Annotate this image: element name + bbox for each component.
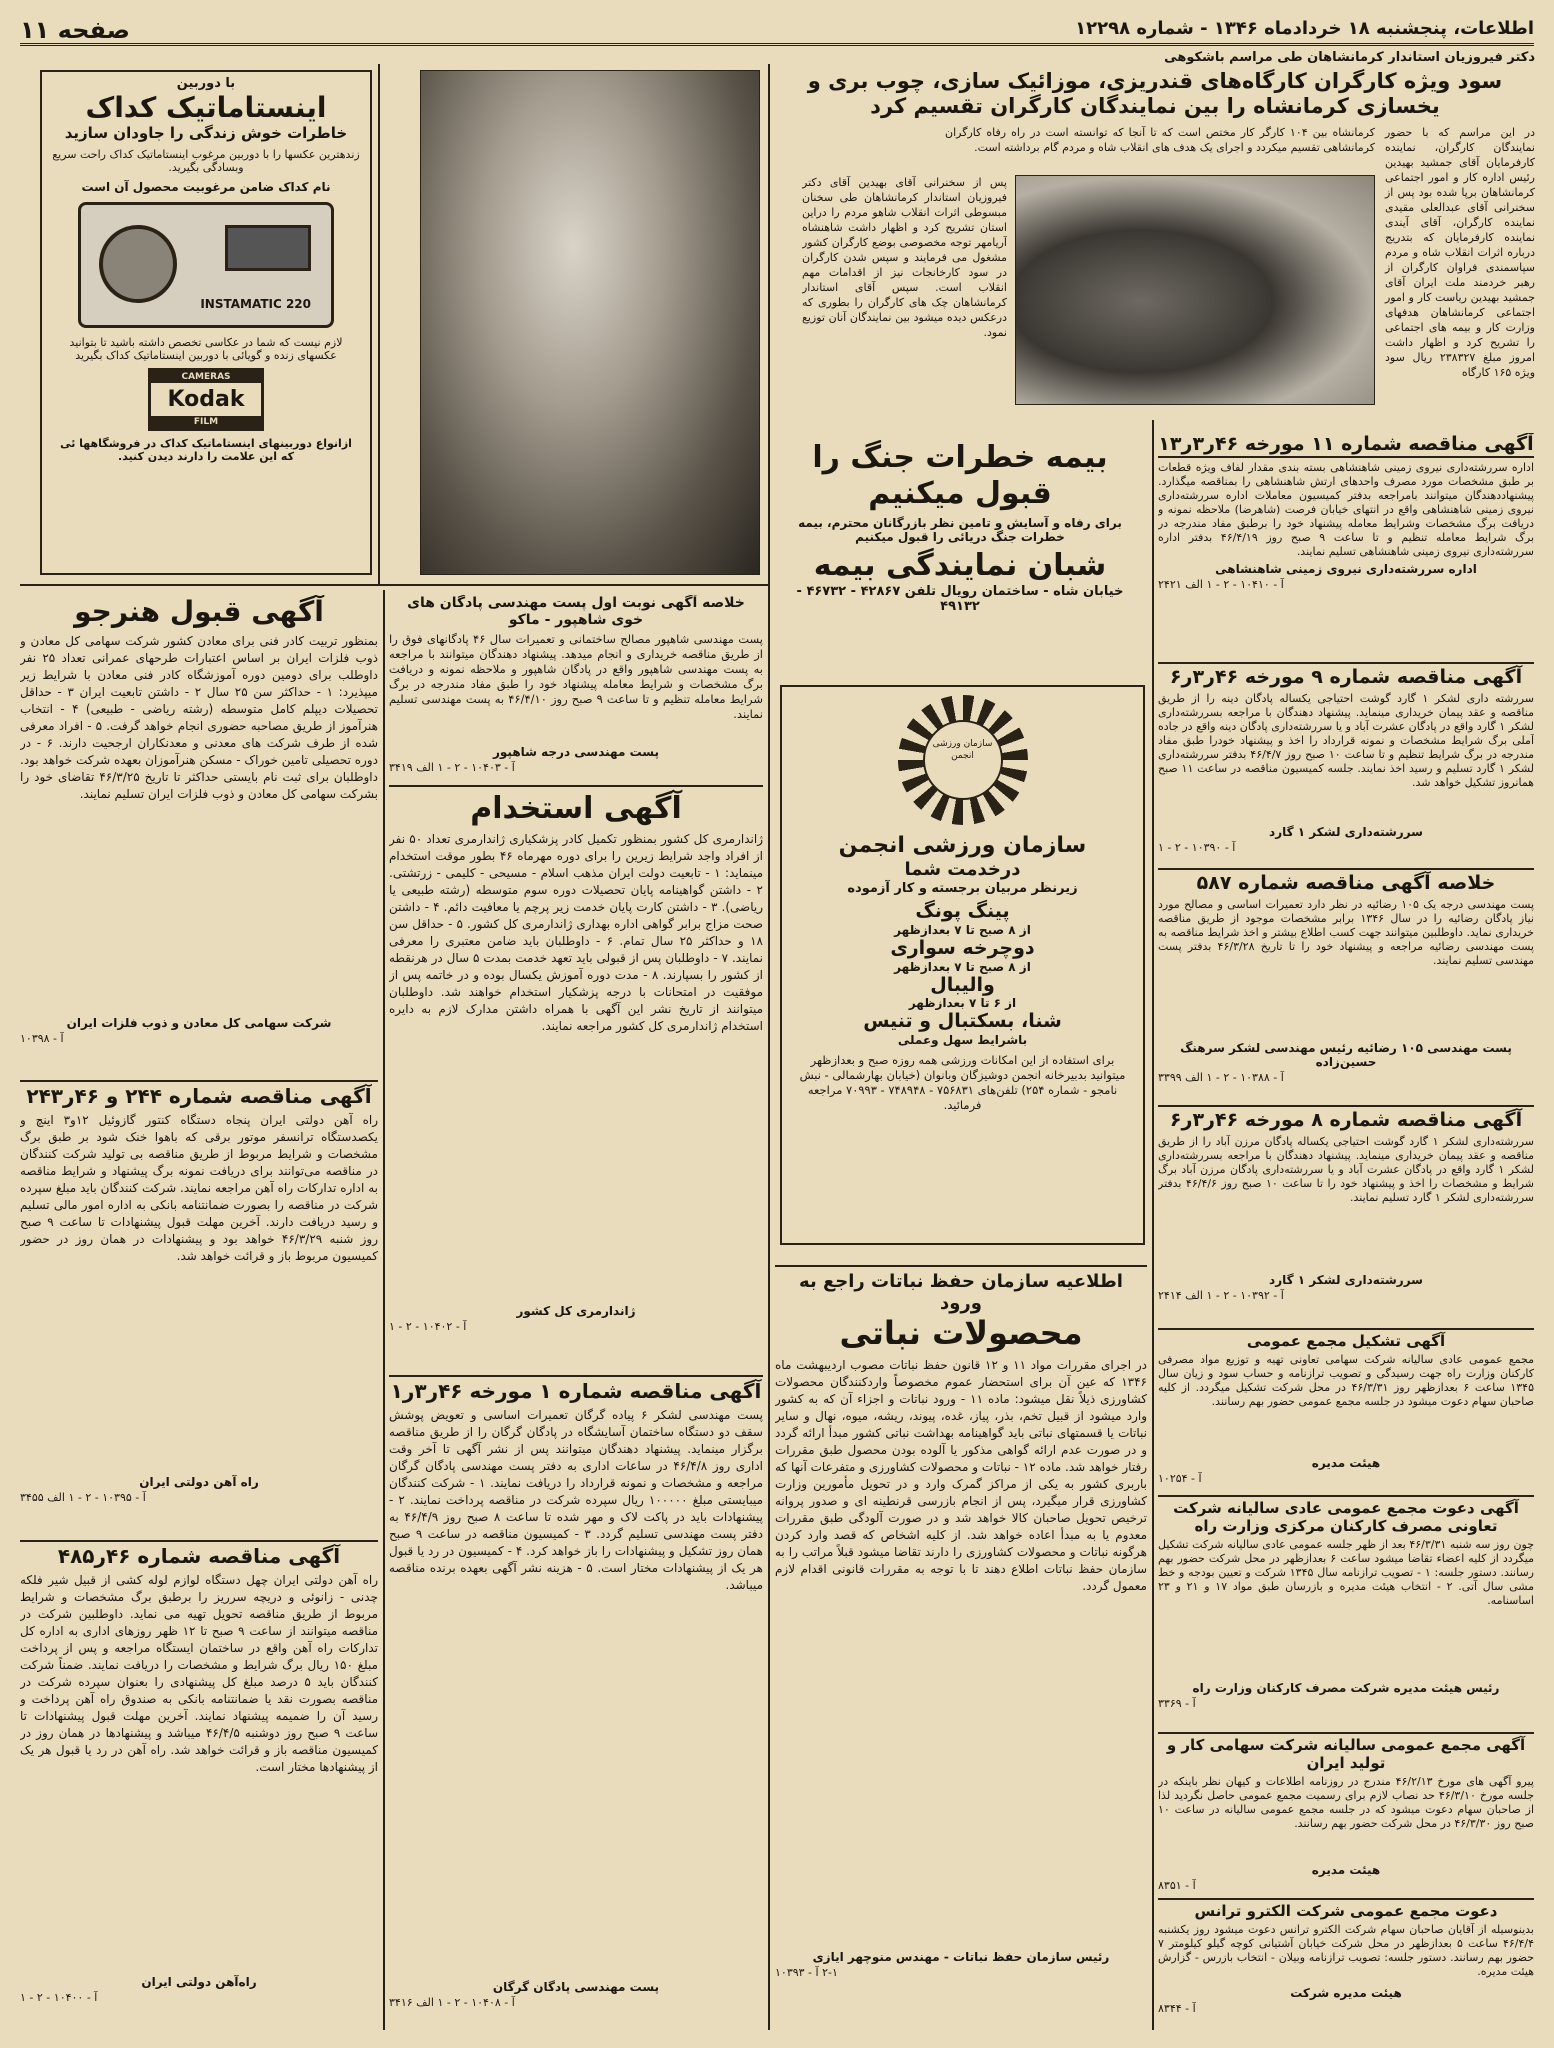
hunarju-code: آ - ۱۰۳۹۸ — [20, 1031, 64, 1045]
ad-tender-587 — [1158, 868, 1534, 1098]
employment-title: آگهی استخدام — [470, 791, 682, 826]
insurance-company: شبان نمایندگی بیمه — [813, 548, 1107, 583]
kodak-text4: ازانواع دوربینهای اینستاماتیک کداک در فروشگاهها ئی که این علامت را دارند دیدن کنید. — [60, 437, 352, 463]
sports-h2: از ۸ صبح تا ۷ بعدازظهر — [894, 959, 1031, 974]
army8-text: سررشته‌داری لشکر ۱ گارد گوشت احتیاجی یکساله پادگان مرزن آباد را از طریق مناقصه و عقد پیمان خریداری مینماید. پیشنهاد دهندگان با مراجعه بسررشته‌داری لشکر ۱ گارد واقع در پادگان عشرت آباد و یا سررشته‌داری پادگان مرزن آباد برگ شرایط و مشخصات را اخذ و پیشنهاد خود را تا ساعت ۱۰ صبح روز ۴۶/۴/۶ بدفتر سررشته‌داری لشکر ۱ گارد تسلیم نمایند. — [1158, 1134, 1534, 1204]
page-header — [20, 14, 1534, 46]
railway244-text: راه آهن دولتی ایران پنجاه دستگاه کنتور گازوئیل ۱۲و۳ اینچ و یکصدستگاه ترانسفر موتور برقی که باهوا خنک شود بر طبق برگ مشخصات و شرایط مربوط از طریق مناقصه بی تولید شرکت کنندگان در مناقصه می‌توانند برای دریافت نمونه برگ پیشنهاد و شرایط مناقصه به اداره تدارکات راه آهن مراجعه نمایند. شرکت کنندگان باید مبلغ سپرده شرکت در مناقصه را بصورت ضمانتنامه بانکی به اداره امور مالی تسلیم و رسید دریافت دارند. آخرین مهلت قبول پیشنهادات تا ساعت ۹ صبح روز شنبه ۴۶/۳/۲۹ خواهد بود و پیشنهادات در همان روز در حضور کمیسیون مربوط باز و قرائت خواهد شد. — [20, 1113, 378, 1263]
army11-signature: اداره سررشته‌داری نیروی زمینی شاهنشاهی — [1215, 561, 1477, 576]
kermanshah-headline: سود ویژه کارگران کارگاه‌های قندریزی، موزائیک سازی، چوب بری و یخسازی کرمانشاه را بین نمایندگان کارگران تقسیم کرد — [807, 69, 1503, 119]
coop-signature: رئیس هیئت مدیره شرکت مصرف کارکنان وزارت راه — [1192, 1681, 1500, 1695]
electro-code: آ - ۸۳۴۴ — [1158, 2002, 1196, 2015]
sports-h1: از ۸ صبح تا ۷ بعدازظهر — [894, 922, 1031, 937]
coop-title: آگهی دعوت مجمع عمومی عادی سالیانه شرکت تعاونی مصرف کارکنان مرکزی وزارت راه — [1173, 1499, 1519, 1535]
ad-sports — [780, 685, 1145, 1245]
kodak-subtitle: خاطرات خوش زندگی را جاودان سازید — [64, 124, 348, 142]
kar-code: آ - ۸۳۵۱ — [1158, 1879, 1196, 1892]
plant-text: در اجرای مقررات مواد ۱۱ و ۱۲ قانون حفظ نباتات مصوب اردیبهشت ماه ۱۳۴۶ که عین آن برای استحضار عموم مخصوصاً واردکنندگان محصولات کشاورزی ذیلاً نقل میشود: ماده ۱۱ - ورود نباتات و اجزاء آن که به کشور وارد میشود از قبیل تخم، بذر، پیاز، غده، پیوند، ریشه، میوه، نهال و سایر نباتات یا قسمتهای نباتی باید گواهینامه بهداشت نباتی کشور مبدأ ارائه گردد و در صورت عدم ارائه گواهی مذکور یا آلوده بودن محصول طبق مقررات رفتار خواهد شد. ماده ۱۲ - نباتات و محصولات کشاورزی و متفرعات آنها که باربری کشور به یکی از مراکز گمرک وارد و در تحویل مأمورین وزارت کشاورزی قرار میگیرد، پس از انجام بازرسی قرنطینه ای و صدور پروانه ترخیص تحویل صاحبان کالا خواهد شد و در صورت آلودگی طبق مقررات معدوم یا به مبدأ اعاده خواهد شد. از کلیه اشخاص که قصد وارد کردن هرگونه نباتات و محصولات کشاورزی را دارند تقاضا میشود قبلاً مراتب را به سازمان حفظ نباتات اطلاع دهند تا با توجه به مقررات قانونی اقدام لازم معمول گردد. — [775, 1357, 1147, 1593]
kodak-logo-brand: Kodak — [167, 387, 245, 412]
kodak-text3: لازم نیست که شما در عکاسی تخصص داشته باشید تا بتوانید عکسهای زنده و گویائی با دوربین اینستاماتیک کداک بگیرید — [69, 336, 343, 362]
ad-army-8 — [1158, 1105, 1534, 1320]
ad-shahpur — [389, 595, 763, 775]
sports-h4: باشرایط سهل وعملی — [897, 1033, 1028, 1048]
kodak-text2: نام کداک ضامن مرغوبیت محصول آن است — [81, 180, 331, 194]
page-number: صفحه ۱۱ — [20, 16, 130, 44]
camera-model: INSTAMATIC 220 — [200, 297, 311, 311]
tender587-signature: پست مهندسی ۱۰۵ رضائیه رئیس مهندسی لشکر سرهنگ حسین‌زاده — [1180, 1040, 1512, 1069]
employment-signature: ژاندارمری کل کشور — [516, 1304, 636, 1318]
railway485-signature: راه‌آهن دولتی ایران — [141, 1975, 257, 1989]
sports-h3: از ۶ تا ۷ بعدازظهر — [908, 996, 1017, 1011]
hunarju-title: آگهی قبول هنرجو — [74, 595, 324, 628]
assembly-title: آگهی تشکیل مجمع عمومی — [1246, 1332, 1446, 1350]
sports-s1: پینگ پونگ — [915, 899, 1010, 922]
electro-title: دعوت مجمع عمومی شرکت الکترو ترانس — [1194, 1902, 1498, 1920]
employment-text: ژاندارمری کل کشور بمنظور تکمیل کادر پزشکیاری ژاندارمری تعداد ۵۰ نفر از افراد واجد شرایط زیرین را برای دوره مهرماه ۴۶ بطور موقت استخدام مینماید: ۱ - تابعیت دولت ایران مذهب اسلام - مسیحی - کلیمی - زرتشتی. ۲ - داشتن گواهینامه پایان تحصیلات دوره سوم متوسطه (رشته طبیعی یا ریاضی). ۳ - داشتن کارت پایان خدمت زیر پرچم یا معافیت دائم. ۴ - داشتن صحت مزاج برابر گواهی اداره بهداری ژاندارمری کل کشور. ۵ - حداقل سن ۱۸ و حداکثر ۲۵ سال تمام. ۶ - داوطلبان باید ضامن معتبری را معرفی نمایند. ۷ - داوطلبان پس از قبولی باید تعهد خدمت بمدت ۵ سال در هرنقطه از کشور را بسپارند. ۸ - مدت دوره آموزش یکسال بوده و در خاتمه پس از موفقیت در امتحانات با درجه پزشکیار استخدام خواهند شد. داوطلبان میتوانند از تاریخ نشر این آگهی با همراه داشتن مدارک لازم به دایره استخدام ژاندارمری کل کشور مراجعه نمایند. — [389, 832, 763, 1033]
shahpur-title: خلاصه آگهی نوبت اول پست مهندسی پادگان های خوی شاهپور - ماکو — [407, 595, 745, 628]
employment-code: آ - ۱۰۴۰۲ - ۲ - ۱ — [389, 1320, 467, 1333]
plant-title2: محصولات نباتی — [839, 1314, 1083, 1353]
ad-hunarju — [20, 595, 378, 1070]
insurance-title2: قبول میکنیم — [868, 476, 1052, 511]
army1-title: آگهی مناقصه شماره ۱ مورخه ۴۶ر۳ر۱ — [390, 1379, 762, 1403]
army1-signature: پست مهندسی پادگان گرگان — [492, 1980, 660, 1994]
kar-title: آگهی مجمع عمومی سالیانه شرکت سهامی کار و تولید ایران — [1166, 1736, 1526, 1772]
railway244-title: آگهی مناقصه شماره ۲۴۴ و ۴۶ر۲۴۳ — [26, 1084, 372, 1108]
tender587-title: خلاصه آگهی مناقصه شماره ۵۸۷ — [1196, 872, 1496, 894]
sports-emblem — [898, 695, 1028, 825]
tender587-text: پست مهندسی درجه یک ۱۰۵ رضائیه در نظر دارد تعمیرات اساسی و مصالح مورد نیاز پادگان رضائیه را در سال ۱۳۴۶ برابر مشخصات موجود از طریق مناقصه خریداری نماید. داوطلبین میتوانند جهت کسب اطلاع بیشتر و اخذ شرایط مناقصه به پست مهندسی رضائیه مراجعه و پیشنهاد خود را تا تاریخ ۴۶/۳/۲۸ بدفتر پست مهندسی تسلیم نمایند. — [1158, 897, 1534, 967]
assembly-signature: هیئت مدیره — [1311, 1456, 1381, 1470]
army11-title: آگهی مناقصه شماره ۱۱ مورخه ۴۶ر۳ر۱۳ — [1158, 433, 1534, 458]
army9-signature: سررشته‌داری لشکر ۱ گارد — [1269, 824, 1423, 839]
kar-signature: هیئت مدیره — [1311, 1863, 1381, 1877]
army11-text: اداره سررشته‌داری نیروی زمینی شاهنشاهی بسته بندی مقدار لفاف ویژه قطعات بر طبق مشخصات مورد مصرف واحدهای ارتش شاهنشاهی را بمناقصه میگذارد. پیشنهاددهندگان میتوانند بامراجعه بدفتر کمیسیون معاملات اداره سررشته‌داری نیروی زمینی شاهنشاهی واقع در انتهای خیابان فرصت (شاهرضا) ملاحظه نمونه و دریافت برگ مشخصات وشرایط معامله پیشنهاد خود را برطبق مفاد مندرجه در برگ شرایط معامله تنظیم و تا ساعت ۹ صبح روز ۴۶/۴/۱۹ بدفتر اداره سررشته‌داری نیروی زمینی شاهنشاهی تسلیم نمایند. — [1158, 460, 1534, 558]
railway485-text: راه آهن دولتی ایران چهل دستگاه لوازم لوله کشی از قبیل شیر فلکه چدنی - زانوئی و دریچه سرریز را برطبق برگ مشخصات و شرایط مربوط از طریق مناقصه تحویل تهیه می نماید. داوطلبین شرکت در مناقصه میتوانند از ساعت ۹ صبح تا ۱۲ ظهر روزهای اداری به اداره کل تدارکات راه آهن واقع در ساختمان ایستگاه مراجعه و پس از پرداخت مبلغ ۱۵۰ ریال برگ شرایط و مشخصات را دریافت نمایند. ضمناً شرکت کنندگان باید ۵ درصد مبلغ کل پیشنهادی را بعنوان سپرده شرکت در مناقصه بصورت نقد یا ضمانتنامه بانکی به صندوق راه آهن پرداخت و رسید آن را ضمیمه پیشنهاد نمایند. آخرین مهلت قبول پیشنهادات تا ساعت ۹ صبح روز دوشنبه ۴۶/۴/۵ میباشد و پیشنهادها در همان روز در کمیسیون مناقصه باز و قرائت خواهد شد. راه آهن در رد یا قبول هر یک از پیشنهادها مختار است. — [20, 1573, 378, 1774]
army1-code: آ - ۱۰۴۰۸ - ۲ - ۱ الف ۳۴۱۶ — [389, 1996, 515, 2009]
coop-code: آ - ۳۳۶۹ — [1158, 1697, 1196, 1710]
army9-title: آگهی مناقصه شماره ۹ مورخه ۴۶ر۳ر۶ — [1169, 666, 1523, 688]
ad-plant — [775, 1265, 1147, 2030]
sports-s2: دوچرخه سواری — [890, 936, 1035, 959]
shahpur-text: پست مهندسی شاهپور مصالح ساختمانی و تعمیرات سال ۴۶ پادگانهای فوق را از طریق مناقصه خریداری و انجام میدهد. پیشنهاد دهندگان میتوانند با مراجعه به پست مهندسی شاهپور واقع در پادگان شاهپور و ملاحظه نمونه و دریافت برگ مشخصات و شرایط معامله پیشنهاد خود را طبق مفاد مندرجه در برگ شرایط معامله تنظیم و تا ساعت ۹ صبح روز ۴۶/۴/۱۰ به پست مهندسی تسلیم نمایند. — [389, 631, 763, 721]
ad-insurance — [775, 440, 1145, 660]
kodak-text1: زندهترین عکسها را با دوربین مرغوب اینستاماتیک کداک راحت سریع وبسادگی بگیرید. — [52, 148, 360, 174]
hunarju-text: بمنظور تربیت کادر فنی برای معادن کشور شرکت سهامی کل معادن و ذوب فلزات ایران بر اساس اعتبارات طرحهای عمرانی تعداد ۲۵ نفر داوطلب برای دومین دوره آموزشگاه کادر فنی معادن با شرایط زیر میپذیرد: ۱ - حداکثر سن ۲۵ سال ۲ - داشتن تابعیت ایران ۳ - حداقل تحصیلات دیپلم کامل متوسطه (رشته ریاضی - طبیعی) ۴ - انتخاب هنرآموز از طریق مصاحبه حضوری انجام خواهد گرفت. ۵ - افراد معرفی شده از طرف شرکت های معدنی و معدنکاران ارجحیت دارند. ۶ - در دوره تحصیلی تامین خوراک - مسکن هنرآموزان بعهده شرکت خواهد بود. داوطلبان برای ثبت نام بایستی حداکثر تا تاریخ ۴۶/۳/۲۵ تقاضای خود را بشرکت سهامی کل معادن و ذوب فلزات ایران تسلیم نمایند. — [20, 633, 378, 801]
plant-signature: رئیس سازمان حفظ نباتات - مهندس منوچهر ایازی — [812, 1949, 1110, 1964]
ad-army-11 — [1158, 433, 1534, 658]
plant-title1: اطلاعیه سازمان حفظ نباتات راجع به ورود — [775, 1265, 1147, 1314]
ad-railway-244 — [20, 1080, 378, 1530]
sports-line1: زیرنظر مربیان برجسته و کار آزموده — [847, 880, 1078, 896]
assembly-text: مجمع عمومی عادی سالیانه شرکت سهامی تعاونی تهیه و توزیع مواد مصرفی کارکنان وزارت راه جهت رسیدگی و تصویب ترازنامه و حساب سود و زیان سال ۱۳۴۵ ساعت ۶ بعدازظهر روز ۴۶/۳/۳۱ در محل شرکت تشکیل میگردد. از کلیه صاحبان سهام دعوت میشود در جلسه مجمع عمومی حضور بهم رسانند. — [1158, 1353, 1534, 1408]
army9-text: سررشته داری لشکر ۱ گارد گوشت احتیاجی یکساله پادگان دینه را از طریق مناقصه و عقد پیمان خریداری مینماید. پیشنهاد دهندگان با مراجعه بسررشته‌داری لشکر ۱ گارد واقع در پادگان عشرت آباد و یا سررشته‌داری پادگان دینه واقع در جاده آملی برگ شرایط مشخصات و نمونه قرارداد را اخذ و پیشنهاد خودرا طبق مفاد مندرجه در برگ شرایط تنظیم و تا ساعت ۱۰ صبح روز ۴۶/۴/۷ بدفتر سررشته‌داری لشکر ۱ گارد تسلیم و رسید اخذ نمایند. جلسه کمیسیون مناقصه در ساعت ۱۱ صبح همانروز تشکیل خواهد شد. — [1158, 691, 1534, 789]
coop-text: چون روز سه شنبه ۴۶/۳/۳۱ بعد از ظهر جلسه عمومی عادی سالیانه شرکت تشکیل میگردد از کلیه اعضاء تقاضا میشود ساعت ۶ بعدازظهر در محل شرکت حضور بهم رسانند. دستور جلسه: ۱ - تصویب ترازنامه سال ۱۳۴۵ شرکت و تعیین بودجه و خط مشی سال آتی. ۲ - انتخاب هیئت مدیره و بازرسان طبق مواد ۱۷ و ۲۱ و ۲۳ اساسنامه. — [1158, 1538, 1534, 1607]
army11-code: آ - ۱۰۴۱۰ - ۲ - ۱ الف ۲۴۲۱ — [1158, 577, 1284, 591]
hunarju-signature: شرکت سهامی کل معادن و ذوب فلزات ایران — [66, 1015, 332, 1030]
tender587-code: آ - ۱۰۳۸۸ - ۲ - ۱ الف ۳۳۹۹ — [1158, 1070, 1284, 1084]
ad-employment — [389, 785, 763, 1365]
ad-railway-485 — [20, 1540, 378, 2030]
news-kermanshah — [775, 50, 1535, 430]
insurance-text: برای رفاه و آسایش و تامین نظر بازرگانان محترم، بیمه خطرات جنگ دریائی را قبول میکنیم — [798, 516, 1122, 544]
sports-footer: برای استفاده از این امکانات ورزشی همه روزه صبح و بعدازظهر میتوانید بدبیرخانه انجمن دوشیزگان وبانوان (خیابان بهارشمالی - نبش نامجو - شماره ۲۵۴) تلفن‌های ۷۵۶۸۳۱ - ۷۴۸۹۴۸ - ۷۰۹۹۳ مراجعه فرمائید. — [799, 1053, 1126, 1113]
sports-subtitle: درخدمت شما — [904, 859, 1021, 881]
railway244-code: آ - ۱۰۳۹۵ - ۲ - ۱ الف ۳۴۵۵ — [20, 1491, 146, 1504]
kermanshah-col1: در این مراسم که با حضور نمایندگان کارگران، نماینده کارفرمایان آقای جمشید بهیدین رئیس اداره کار و امور اجتماعی کرمانشاهان برپا شده بود پس از سخنرانی آقای عبدالعلی مقیدی نماینده کارگران، آقای آیندی نماینده کارفرمایان که بتدریج درباره اثرات انقلاب شاه و مردم سپاسمندی فراوان کارگران از رهبر خردمند ملت ایران آقای جمشید بهیدین ریاست کار و امور اجتماعی کرمانشاهان هدفهای وزارت کار و بیمه های اجتماعی را تشریح کرد و اظهار داشت امروز مبلغ ۲۳۸۳۲۷ ریال سود ویژه ۱۶۵ کارگاه — [1385, 126, 1535, 380]
ad-kar — [1158, 1732, 1534, 1892]
ad-coop — [1158, 1495, 1534, 1725]
ad-army-1 — [389, 1375, 763, 2030]
army8-signature: سررشته‌داری لشکر ۱ گارد — [1269, 1272, 1423, 1287]
sports-title: سازمان ورزشی انجمن — [838, 833, 1087, 858]
plant-code: ۲-۱ آ - ۱۰۳۹۳ — [775, 1965, 838, 1979]
railway244-signature: راه آهن دولتی ایران — [139, 1475, 259, 1489]
kodak-title: اینستاماتیک کداک — [85, 91, 327, 124]
kar-text: پیرو آگهی های مورخ ۴۶/۲/۱۳ مندرج در روزنامه اطلاعات و کیهان نظر باینکه در جلسه مورخ ۴۶/۳/۱۰ حد نصاب لازم برای رسمیت مجمع عمومی حاصل نگردید لذا از صاحبان سهام دعوت میشود که در جلسه مجمع عمومی سالیانه در ساعت ۱۰ صبح روز ۴۶/۳/۳۰ در محل شرکت حضور بهم رسانند. — [1158, 1775, 1534, 1830]
shahpur-code: آ - ۱۰۴۰۳ - ۲ - ۱ الف ۳۴۱۹ — [389, 760, 515, 774]
sports-s3: والیبال — [930, 973, 995, 996]
railway485-title: آگهی مناقصه شماره ۴۶ر۴۸۵ — [57, 1544, 341, 1568]
army1-text: پست مهندسی لشکر ۶ پیاده گرگان تعمیرات اساسی و تعویض پوشش سقف دو دستگاه ساختمان آسایشگاه در پادگان گرگان را از طریق مناقصه برگزار مینماید. پیشنهاد دهندگان میتوانند پس از نشر آگهی تا آخر وقت اداری روز ۴۶/۴/۸ در ساعات اداری به دفتر پست مهندسی پادگان گرگان مراجعه و مشخصات و نمونه قرارداد را دریافت نمایند. ۱ - شرکت کنندگان میبایستی مبلغ ۱۰۰۰۰۰ ریال سپرده شرکت در مناقصه پرداخت نمایند. ۲ - پیشنهادات باید در پاکت لاک و مهر شده تا ساعت ۸ صبح روز ۴۶/۴/۹ به دفتر پست مهندسی تسلیم گردد. ۳ - کمیسیون مناقصه در ساعت ۹ صبح همان روز تشکیل و پیشنهادات را باز خواهد کرد. ۴ - کمیسیون در رد یا قبول هر یک از پیشنهادات مختار است. ۵ - هزینه نشر آگهی بعهده برنده مناقصه میباشد. — [389, 1408, 763, 1592]
kermanshah-col3: پس از سخنرانی آقای بهیدین آقای دکتر فیروزیان استاندار کرمانشاهان طی سخنان مبسوطی اثرات انقلاب شاهو مردم را دراین استان تشریح کرد و اظهار داشت شاهنشاه آریامهر توجه مخصوصی بوضع کارگران کشور مشغول می فرمایند و سپس شدن کارگران در سود کارخانجات نیز از اقدامات مهم انقلاب است. سپس آقای استاندار کرمانشاهان چک های کارگران را بطوری که درعکس دیده میشود بین نمایندگان آنان توزیع نمود. — [802, 176, 1007, 340]
army9-code: آ - ۱۰۳۹۰ - ۲ - ۱ — [1158, 840, 1236, 854]
kodak-logo — [148, 368, 264, 431]
army8-code: آ - ۱۰۳۹۲ - ۲ - ۱ الف ۲۴۱۴ — [1158, 1288, 1284, 1302]
kodak-top: با دوربین — [176, 76, 236, 91]
issue-line: اطلاعات، پنجشنبه ۱۸ خردادماه ۱۳۴۶ - شماره ۱۲۲۹۸ — [1075, 18, 1534, 39]
kermanshah-kicker: دکتر فیروزیان استاندار کرمانشاهان طی مراسم باشکوهی — [1164, 50, 1535, 65]
camera-illustration — [78, 202, 334, 328]
emblem-text: سازمان ورزشی انجمن — [923, 720, 1003, 800]
assembly-code: آ - ۱۰۲۵۴ — [1158, 1472, 1202, 1485]
shahpur-signature: پست مهندسی درجه شاهپور — [492, 744, 660, 759]
electro-text: بدینوسیله از آقایان صاحبان سهام شرکت الکترو ترانس دعوت میشود روز یکشنبه ۴۶/۴/۴ ساعت ۵ بعدازظهر در محل شرکت خیابان آشتیانی کوچه گیلو کیلومتر ۷ حضور بهم رسانند. دستور جلسه: تصویب ترازنامه وبیلان - انتخاب بازرس - گزارش هیئت مدیره. — [1158, 1923, 1534, 1978]
kodak-logo-top: CAMERAS — [151, 371, 261, 383]
ad-electro — [1158, 1898, 1534, 2030]
child-photo — [420, 70, 760, 575]
army8-title: آگهی مناقصه شماره ۸ مورخه ۴۶ر۳ر۶ — [1169, 1109, 1523, 1131]
electro-signature: هیئت مدیره شرکت — [1290, 1986, 1402, 2000]
ad-kodak — [40, 70, 372, 575]
workers-photo — [1015, 175, 1375, 405]
ad-army-9 — [1158, 662, 1534, 862]
kermanshah-col2: کرمانشاه بین ۱۰۴ کارگر کار مختص است که تا آنجا که توانسته است در راه رفاه کارگران کرمانشاهی تقسیم میکردد و اجرای یک هدف های انقلاب شاه و مردم گام برداشته است. — [945, 126, 1375, 155]
insurance-address: خیابان شاه - ساختمان رویال تلفن ۴۲۸۶۷ - ۴۶۷۳۲ - ۴۹۱۳۲ — [796, 584, 1124, 614]
railway485-code: آ - ۱۰۴۰۰ - ۲ - ۱ — [20, 1991, 98, 2004]
sports-s4: شنا، بسکتبال و تنیس — [863, 1010, 1062, 1033]
ad-assembly — [1158, 1328, 1534, 1488]
kodak-logo-bottom: FILM — [151, 416, 261, 428]
insurance-title1: بیمه خطرات جنگ را — [812, 440, 1108, 475]
